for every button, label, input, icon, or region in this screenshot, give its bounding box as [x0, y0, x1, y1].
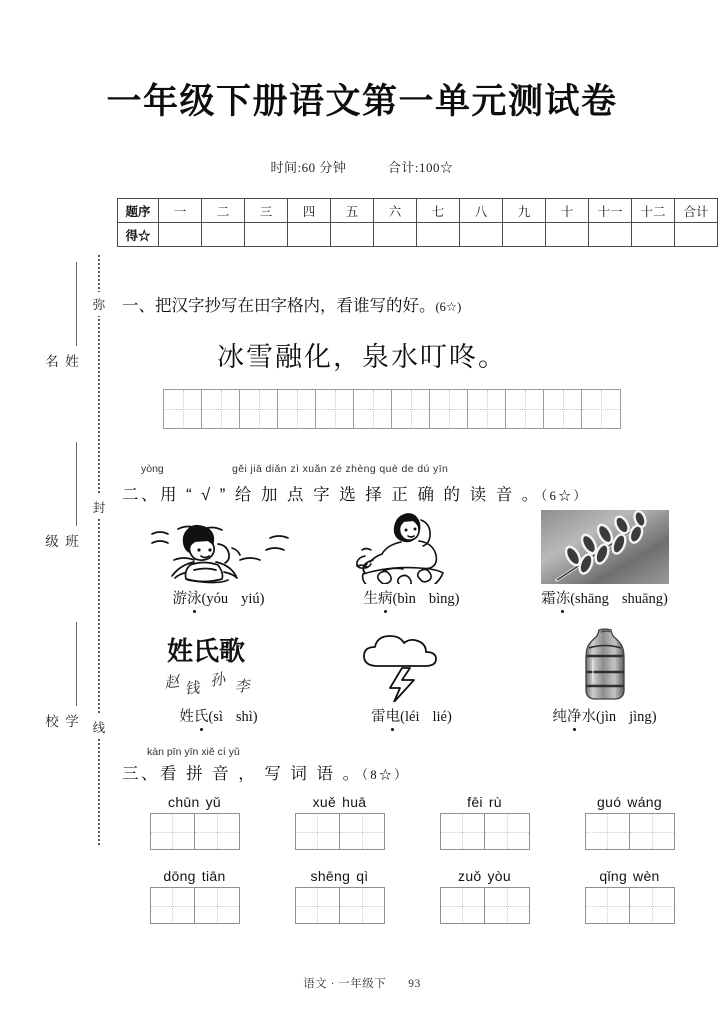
- name-write-line: [76, 262, 77, 346]
- question-3-item-1[interactable]: [122, 794, 267, 850]
- score-input-6[interactable]: [374, 223, 417, 247]
- question-1-heading: [122, 292, 461, 316]
- tianzige-cell[interactable]: [240, 390, 278, 428]
- choice-b[interactable]: yiú: [241, 591, 260, 607]
- choice-b[interactable]: shuāng: [621, 591, 663, 607]
- question-2-item-6[interactable]: [508, 626, 701, 726]
- answer-box-pair[interactable]: [440, 887, 530, 924]
- answer-box[interactable]: [195, 814, 239, 849]
- question-1-points: (6☆): [435, 300, 462, 314]
- pinyin-syllable-1: fēi: [467, 794, 483, 810]
- pinyin-syllable-2: yòu: [487, 868, 511, 884]
- score-input-12[interactable]: [632, 223, 675, 247]
- question-2-pinyin-first: yòng: [141, 463, 164, 475]
- question-2-item-4[interactable]: [122, 626, 315, 726]
- pinyin-syllable-2: wáng: [627, 794, 662, 810]
- score-input-total[interactable]: [675, 223, 718, 247]
- word-char-dotted: 氏: [194, 705, 209, 726]
- word-char: 霜: [541, 591, 556, 607]
- word-char-dotted: 冻: [556, 587, 571, 608]
- question-2-label-4: 姓氏(sì shì): [179, 705, 257, 726]
- score-col-2: 二: [202, 199, 245, 223]
- student-school-label: 学校: [43, 714, 78, 731]
- time-limit-label: 时间:60 分钟: [270, 160, 347, 175]
- pinyin-syllable-1: xuě: [312, 794, 337, 810]
- score-input-7[interactable]: [417, 223, 460, 247]
- question-2-label-2: 生病(bìn bìng): [364, 587, 460, 608]
- tianzige-cell[interactable]: [430, 390, 468, 428]
- question-3-item-2[interactable]: [267, 794, 412, 850]
- question-3-item-5[interactable]: [122, 868, 267, 924]
- svg-text:李: 李: [233, 678, 250, 696]
- choice-a[interactable]: shāng: [575, 591, 609, 607]
- student-class-label: 班级: [43, 534, 78, 551]
- table-row-header: [118, 199, 718, 223]
- word-char-dotted: 病: [378, 587, 393, 608]
- svg-text:孙: 孙: [208, 671, 226, 690]
- svg-text:姓氏歌: 姓氏歌: [166, 636, 245, 666]
- question-2-label-1: 游泳(yóu yiú): [173, 587, 265, 608]
- question-3-item-3[interactable]: [412, 794, 557, 850]
- choice-a[interactable]: jìn: [600, 709, 617, 725]
- answer-box-pair[interactable]: [585, 887, 675, 924]
- question-2-points: （6☆）: [540, 489, 589, 503]
- tianzige-cell[interactable]: [278, 390, 316, 428]
- word-char: 游: [172, 591, 188, 607]
- tianzige-cell[interactable]: [468, 390, 506, 428]
- question-3-heading: [122, 760, 409, 784]
- answer-box[interactable]: [586, 888, 630, 923]
- score-input-10[interactable]: [546, 223, 589, 247]
- answer-box-pair[interactable]: [150, 887, 240, 924]
- table-row-scores: [118, 223, 718, 247]
- score-col-11: 十一: [589, 199, 632, 223]
- choice-b[interactable]: shì: [235, 709, 253, 725]
- word-char: 姓: [179, 709, 194, 725]
- choice-a[interactable]: bìn: [397, 591, 416, 607]
- tianzige-cell[interactable]: [164, 390, 202, 428]
- word-char-dotted: 净: [567, 705, 582, 726]
- answer-box[interactable]: [630, 888, 674, 923]
- page-number: 93: [408, 978, 421, 990]
- question-1-sentence: 冰雪融化，泉水叮咚。: [217, 342, 507, 372]
- total-score-label: 合计:100☆: [387, 160, 454, 175]
- word-char: 生: [363, 591, 378, 607]
- answer-box-pair[interactable]: [150, 813, 240, 850]
- page-title: 一年级下册语文第一单元测试卷: [106, 82, 618, 121]
- question-3-row-2: [122, 868, 702, 924]
- pinyin-syllable-1: qǐng: [599, 868, 628, 884]
- word-char-tail: 水: [581, 709, 596, 725]
- pinyin-syllable-2: wèn: [633, 868, 660, 884]
- question-3-item-7[interactable]: [412, 868, 557, 924]
- score-input-4[interactable]: [288, 223, 331, 247]
- answer-box[interactable]: [441, 888, 485, 923]
- score-table: [117, 198, 718, 247]
- seal-char-mi: 弥: [90, 292, 108, 316]
- score-row-label: 得☆: [118, 223, 159, 247]
- question-1-number: 一、: [122, 297, 155, 315]
- score-input-3[interactable]: [245, 223, 288, 247]
- pinyin-label: [267, 794, 412, 810]
- word-char: 纯: [552, 709, 567, 725]
- question-2-items: [122, 508, 702, 726]
- word-char-dotted: 泳: [187, 587, 202, 608]
- pinyin-syllable-2: rù: [488, 794, 502, 810]
- choice-a[interactable]: léi: [405, 709, 420, 725]
- answer-box[interactable]: [340, 888, 384, 923]
- pinyin-syllable-1: dōng: [163, 868, 196, 884]
- question-3-row-1: [122, 794, 702, 850]
- question-2-label-5: 雷电(léi lié): [371, 705, 452, 726]
- seal-char-xian: 线: [90, 715, 108, 739]
- water-bottle-icon: [508, 626, 701, 702]
- pinyin-syllable-1: guó: [597, 794, 622, 810]
- exam-meta: [0, 157, 724, 176]
- tianzige-cell[interactable]: [506, 390, 544, 428]
- question-2-item-5[interactable]: [315, 626, 508, 726]
- answer-box[interactable]: [630, 814, 674, 849]
- answer-box[interactable]: [485, 888, 529, 923]
- question-2-item-1[interactable]: [122, 508, 315, 608]
- choice-a[interactable]: yóu: [206, 591, 229, 607]
- question-2-item-2[interactable]: [315, 508, 508, 608]
- question-2-label-3: 霜冻(shāng shuāng): [541, 587, 668, 608]
- score-input-9[interactable]: [503, 223, 546, 247]
- question-2-row-1: [122, 508, 702, 608]
- question-2-label-6: 纯净水(jìn jìng): [552, 705, 656, 726]
- answer-box[interactable]: [296, 814, 340, 849]
- pinyin-syllable-2: huā: [342, 794, 367, 810]
- choice-b[interactable]: lié: [432, 709, 447, 725]
- question-3-item-8[interactable]: [557, 868, 702, 924]
- word-char-dotted: 电: [386, 705, 401, 726]
- answer-box[interactable]: [340, 814, 384, 849]
- pinyin-syllable-2: tiān: [201, 868, 226, 884]
- pinyin-syllable-1: chūn: [168, 794, 200, 810]
- choice-b[interactable]: bìng: [428, 591, 455, 607]
- score-col-total: 合计: [675, 199, 718, 223]
- score-input-2[interactable]: [202, 223, 245, 247]
- tianzige-cell[interactable]: [354, 390, 392, 428]
- surname-song-book-icon: [122, 626, 315, 702]
- score-input-8[interactable]: [460, 223, 503, 247]
- answer-box-pair[interactable]: [295, 813, 385, 850]
- question-3-items: [122, 794, 702, 924]
- answer-box[interactable]: [586, 814, 630, 849]
- pinyin-label: [557, 868, 702, 884]
- question-2-pinyin-rest: gěi jiā diǎn zì xuǎn zé zhèng què de dú yīn: [232, 463, 449, 475]
- cloud-lightning-icon: [315, 626, 508, 702]
- score-col-9: 九: [503, 199, 546, 223]
- word-char: 雷: [371, 709, 386, 725]
- pinyin-label: [267, 868, 412, 884]
- student-name-label: 姓名: [43, 354, 78, 371]
- pinyin-label: [557, 794, 702, 810]
- pinyin-label: [412, 868, 557, 884]
- pinyin-syllable-2: qì: [356, 868, 369, 884]
- swimming-girl-icon: [122, 508, 315, 584]
- pinyin-label: [122, 794, 267, 810]
- tianzige-cell[interactable]: [392, 390, 430, 428]
- score-input-1[interactable]: [159, 223, 202, 247]
- question-2-row-2: [122, 626, 702, 726]
- answer-box[interactable]: [441, 814, 485, 849]
- page-footer: [0, 975, 724, 991]
- footer-subject: 语文 · 一年级下: [303, 978, 387, 990]
- score-col-5: 五: [331, 199, 374, 223]
- sick-child-icon: [315, 508, 508, 584]
- answer-box-pair[interactable]: [585, 813, 675, 850]
- answer-box[interactable]: [485, 814, 529, 849]
- answer-box[interactable]: [151, 814, 195, 849]
- answer-box[interactable]: [195, 888, 239, 923]
- score-col-10: 十: [546, 199, 589, 223]
- question-1-writing-grid[interactable]: [163, 389, 621, 429]
- score-col-8: 八: [460, 199, 503, 223]
- pinyin-label: [412, 794, 557, 810]
- question-2-text: 用 “ √ ” 给 加 点 字 选 择 正 确 的 读 音 。: [160, 486, 541, 504]
- question-3-item-4[interactable]: [557, 794, 702, 850]
- svg-text:赵: 赵: [162, 674, 180, 692]
- class-write-line: [76, 442, 77, 526]
- pinyin-syllable-1: shēng: [310, 868, 351, 884]
- score-col-1: 一: [159, 199, 202, 223]
- question-3-points: （8☆）: [361, 768, 410, 782]
- answer-box-pair[interactable]: [295, 887, 385, 924]
- score-input-5[interactable]: [331, 223, 374, 247]
- pinyin-syllable-2: yǔ: [205, 794, 221, 810]
- question-3-pinyin: kàn pīn yīn xiě cí yǔ: [147, 746, 240, 758]
- answer-box-pair[interactable]: [440, 813, 530, 850]
- question-1-text: 把汉字抄写在田字格内，看谁写的好。: [155, 297, 436, 315]
- svg-text:钱: 钱: [183, 680, 200, 698]
- choice-b[interactable]: jìng: [629, 709, 652, 725]
- score-table-row-label: 题序: [118, 199, 159, 223]
- score-col-6: 六: [374, 199, 417, 223]
- tianzige-cell[interactable]: [544, 390, 582, 428]
- pinyin-label: [122, 868, 267, 884]
- tianzige-cell[interactable]: [316, 390, 354, 428]
- choice-a[interactable]: sì: [213, 709, 223, 725]
- question-2-item-3[interactable]: [508, 508, 701, 608]
- question-3-item-6[interactable]: [267, 868, 412, 924]
- pinyin-syllable-1: zuǒ: [458, 868, 482, 884]
- answer-box[interactable]: [296, 888, 340, 923]
- score-col-4: 四: [288, 199, 331, 223]
- question-2-heading: [122, 481, 588, 505]
- score-col-12: 十二: [632, 199, 675, 223]
- seal-char-feng: 封: [90, 495, 108, 519]
- frost-leaf-photo-icon: [508, 508, 701, 584]
- score-col-7: 七: [417, 199, 460, 223]
- score-col-3: 三: [245, 199, 288, 223]
- question-3-number: 三、: [122, 765, 160, 783]
- tianzige-cell[interactable]: [202, 390, 240, 428]
- question-2-number: 二、: [122, 486, 160, 504]
- school-write-line: [76, 622, 77, 706]
- answer-box[interactable]: [151, 888, 195, 923]
- tianzige-cell[interactable]: [582, 390, 620, 428]
- question-3-text: 看 拼 音 ， 写 词 语 。: [160, 765, 362, 783]
- score-input-11[interactable]: [589, 223, 632, 247]
